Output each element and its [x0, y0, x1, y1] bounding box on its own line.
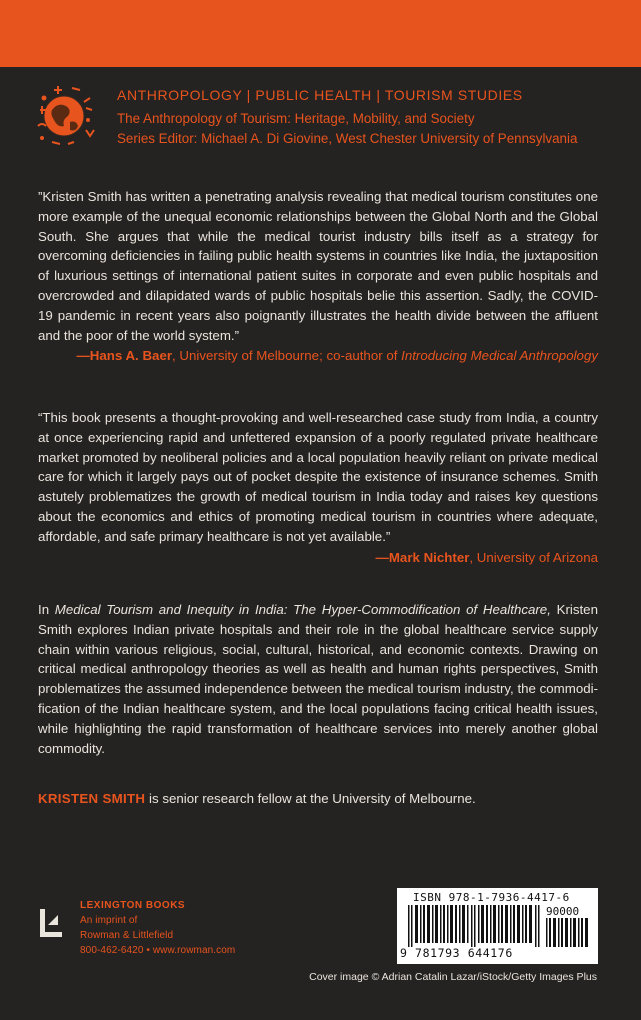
quote-author: —Hans A. Baer — [76, 348, 173, 364]
quote-affiliation: , University of Arizona — [469, 549, 598, 565]
quote-attribution — [38, 346, 598, 366]
publisher-block — [80, 898, 235, 958]
isbn-number: ISBN 978-1-7936-4417-6 — [413, 891, 570, 904]
price-code: 90000 — [546, 905, 580, 918]
author-name: KRISTEN SMITH — [38, 791, 146, 806]
series-categories: ANTHROPOLOGY | PUBLIC HEALTH | TOURISM STUDIES — [117, 87, 523, 103]
series-title: The Anthropology of Tourism: Heritage, Mobility, and Society — [117, 111, 475, 126]
publisher-imprint-line: An imprint of — [80, 915, 138, 926]
quote-affiliation: , University of Melbourne; co-author of — [172, 348, 402, 364]
barcode-addon-bars — [546, 918, 590, 947]
series-header — [117, 85, 632, 149]
book-description — [38, 600, 598, 758]
quote-author: —Mark Nichter — [375, 549, 470, 565]
series-logo-globe-icon — [28, 80, 100, 152]
quote-text: ”Kristen Smith has written a penetrating analysis revealing that medical tourism constitutes one more example of the unequal economic relationships between the Global North and the Global South. She argues that while the medical tourist industry bills itself as a strategy for overcoming deficiencies in failing public health systems in countries like India, the juxtaposition of luxurious settings of international patient suites in corporate and even public hospitals and overcrowded and dilapidated wards of public hospitals belie this assertion. Sadly, the COVID-19 pandemic in recent years also poignantly illustrates the health divide between the affluent and the poor of the world system.” — [38, 189, 598, 343]
publisher-contact: 800-462-6420 • www.rowman.com — [80, 945, 236, 956]
endorsement-quote-1 — [38, 187, 598, 366]
top-orange-band — [0, 0, 641, 67]
cover-image-credit: Cover image © Adrian Catalin Lazar/iStock/Getty Images Plus — [309, 971, 597, 983]
quote-attribution — [38, 548, 598, 568]
barcode-main-bars — [408, 905, 542, 947]
publisher-parent: Rowman & Littlefield — [80, 930, 174, 941]
lexington-logo-icon — [36, 905, 72, 941]
series-editor: Series Editor: Michael A. Di Giovine, West Chester University of Pennsylvania — [117, 131, 578, 146]
quote-text: “This book presents a thought-provoking and well-researched case study from India, a country at once experiencing rapid and unfettered expansion of a poorly regulated private healthcare market promoted by neoliberal policies and a local population heavily reliant on private medical care for which it largely pays out of pocket despite the existence of insurance schemes. Smith astutely problematizes the growth of medical tourism in India today and raises key questions about the economics and ethics of promoting medical tourism in countries where adequate, affordable, and safe primary healthcare is not yet available.” — [38, 410, 598, 544]
description-lead: In — [38, 602, 55, 617]
description-body: Kristen Smith explores Indian private hospitals and their role in the global healthcare service supply chain within various religious, social, cultural, historical, and economic contexts. Drawing on critical medical anthropology theories as well as health and human rights perspectives, Smith problematizes the assumed independence between the medical tourism industry, the commodification of the Indian healthcare system, and the local populations facing critical health issues, while highlighting the rapid transformation of healthcare services into merely another global commodity. — [38, 602, 599, 756]
barcode-digits: 9 781793 644176 — [400, 946, 513, 960]
publisher-name: LEXINGTON BOOKS — [80, 900, 186, 911]
author-bio-text: is senior research fellow at the University of Melbourne. — [145, 791, 476, 806]
endorsement-quote-2 — [38, 408, 598, 567]
quote-book-title: Introducing Medical Anthropology — [401, 348, 598, 364]
author-bio — [38, 791, 476, 806]
isbn-barcode — [397, 888, 598, 964]
description-book-title: Medical Tourism and Inequity in India: The Hyper-Commodification of Healthcare, — [54, 602, 551, 617]
